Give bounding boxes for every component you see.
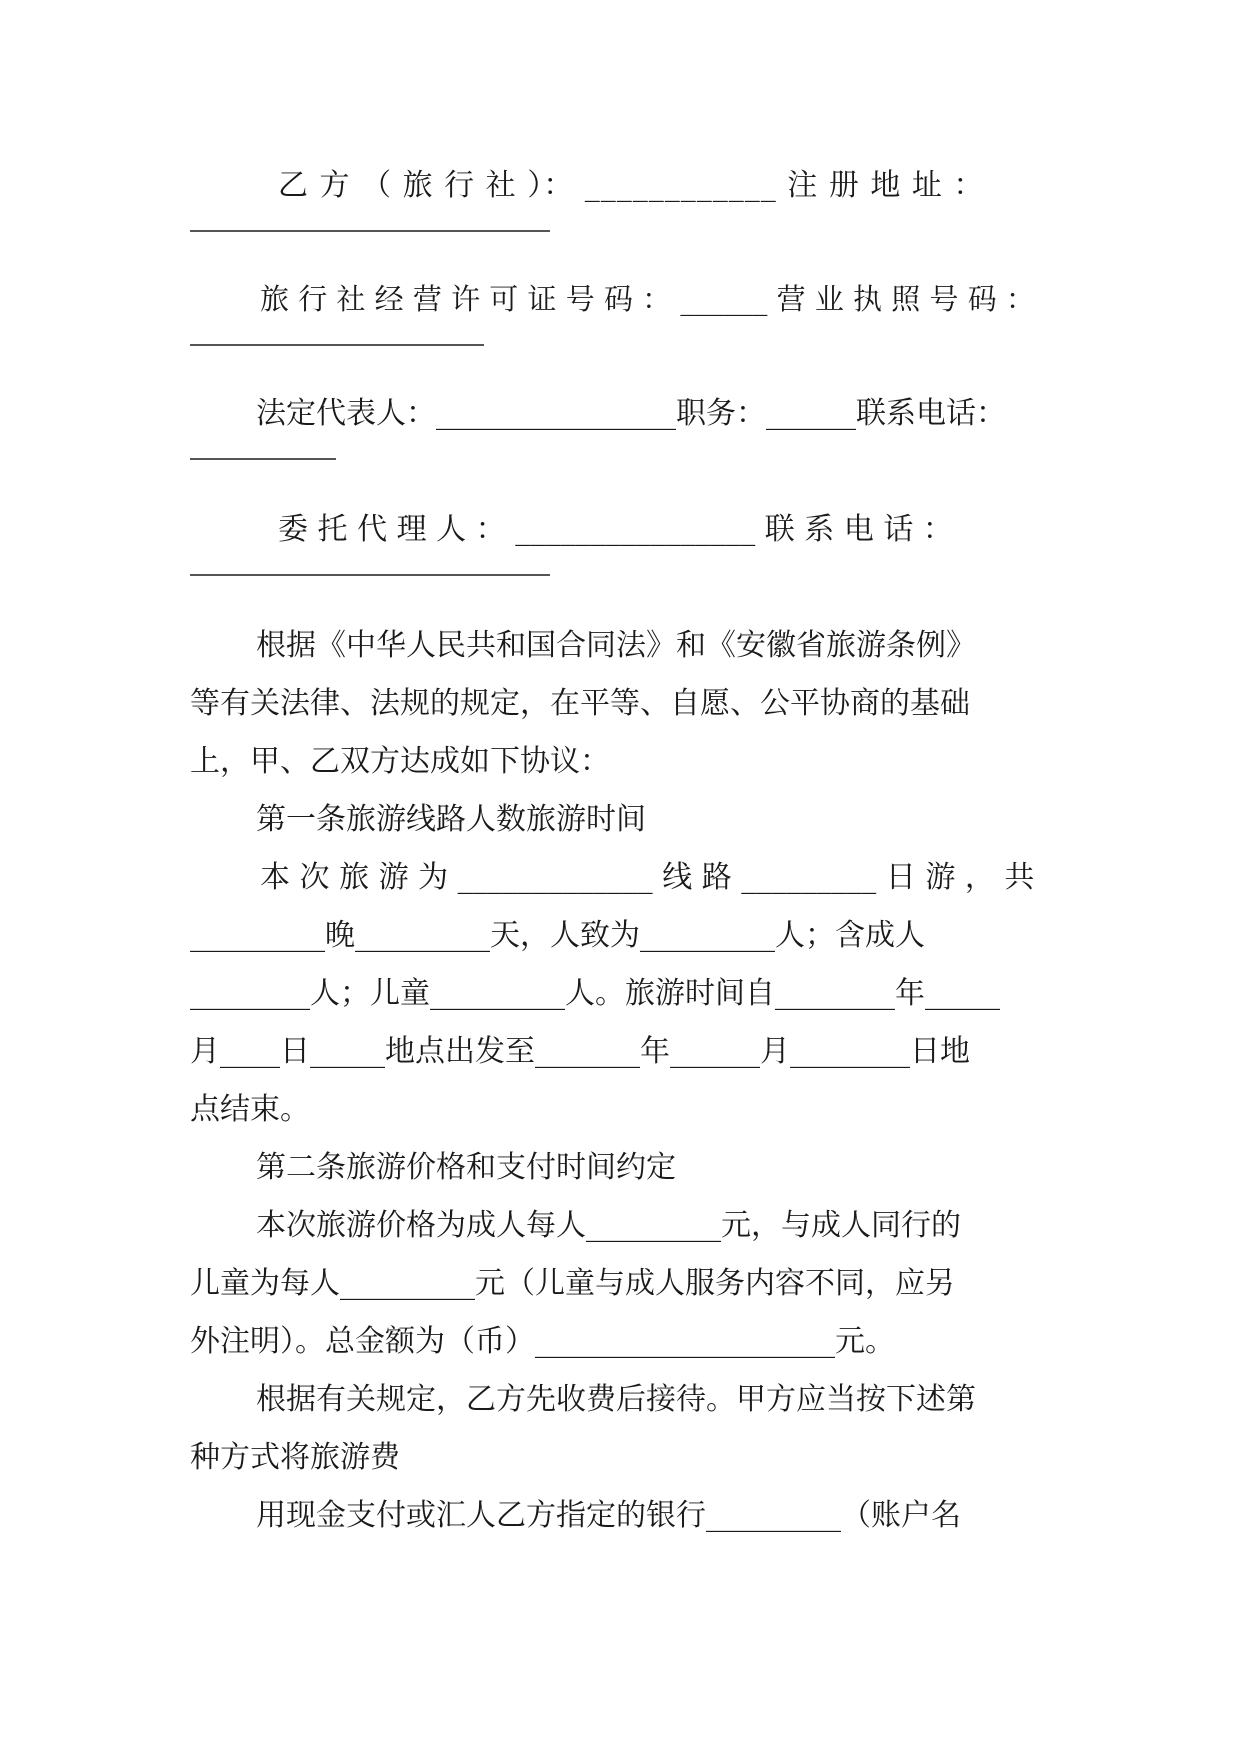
party-b-agency-line: 乙 方 （ 旅 行 社 ）： ____________ 注 册 地 址 ： <box>278 168 985 203</box>
agent-line: 委 托 代 理 人 ： ________________ 联 系 电 话 ： <box>278 512 953 547</box>
basis-paragraph-line-1: 根据《中华人民共和国合同法》和《安徽省旅游条例》 <box>256 628 976 663</box>
agent-phone-blank-underline <box>190 574 550 576</box>
legal-representative-line: 法定代表人：________________职务：______联系电话： <box>256 396 1006 431</box>
article-2-line-1: 本次旅游价格为成人每人_________元，与成人同行的 <box>256 1208 961 1243</box>
payment-paragraph-line-2: 种方式将旅游费 <box>190 1440 400 1475</box>
article-1-line-2: _________晚_________天，人致为_________人；含成人 <box>190 918 925 953</box>
article-2-heading: 第二条旅游价格和支付时间约定 <box>256 1150 676 1185</box>
article-1-line-3: ________人；儿童_________人。旅游时间自________年_____ <box>190 976 1000 1011</box>
payment-paragraph-line-1: 根据有关规定，乙方先收费后接待。甲方应当按下述第 <box>256 1382 976 1417</box>
phone-blank-underline <box>190 458 336 460</box>
business-license-blank-underline <box>190 344 484 346</box>
article-1-line-1: 本 次 旅 游 为 _____________ 线 路 _________ 日 游 ， 共 <box>260 860 1035 895</box>
article-2-line-2: 儿童为每人_________元（儿童与成人服务内容不同，应另 <box>190 1266 955 1301</box>
license-number-line: 旅 行 社 经 营 许 可 证 号 码 ： ______ 营 业 执 照 号 码 ： <box>260 282 1035 316</box>
article-1-heading: 第一条旅游线路人数旅游时间 <box>256 802 646 837</box>
article-1-line-5: 点结束。 <box>190 1092 310 1127</box>
payment-method-line: 用现金支付或汇人乙方指定的银行_________（账户名 <box>256 1498 961 1533</box>
address-blank-underline <box>190 230 550 232</box>
basis-paragraph-line-2: 等有关法律、法规的规定，在平等、自愿、公平协商的基础 <box>190 686 970 721</box>
basis-paragraph-line-3: 上，甲、乙双方达成如下协议： <box>190 744 610 779</box>
article-2-line-3: 外注明）。总金额为（币）____________________元。 <box>190 1324 895 1359</box>
article-1-line-4: 月____日_____地点出发至_______年______月________日地 <box>190 1034 970 1069</box>
